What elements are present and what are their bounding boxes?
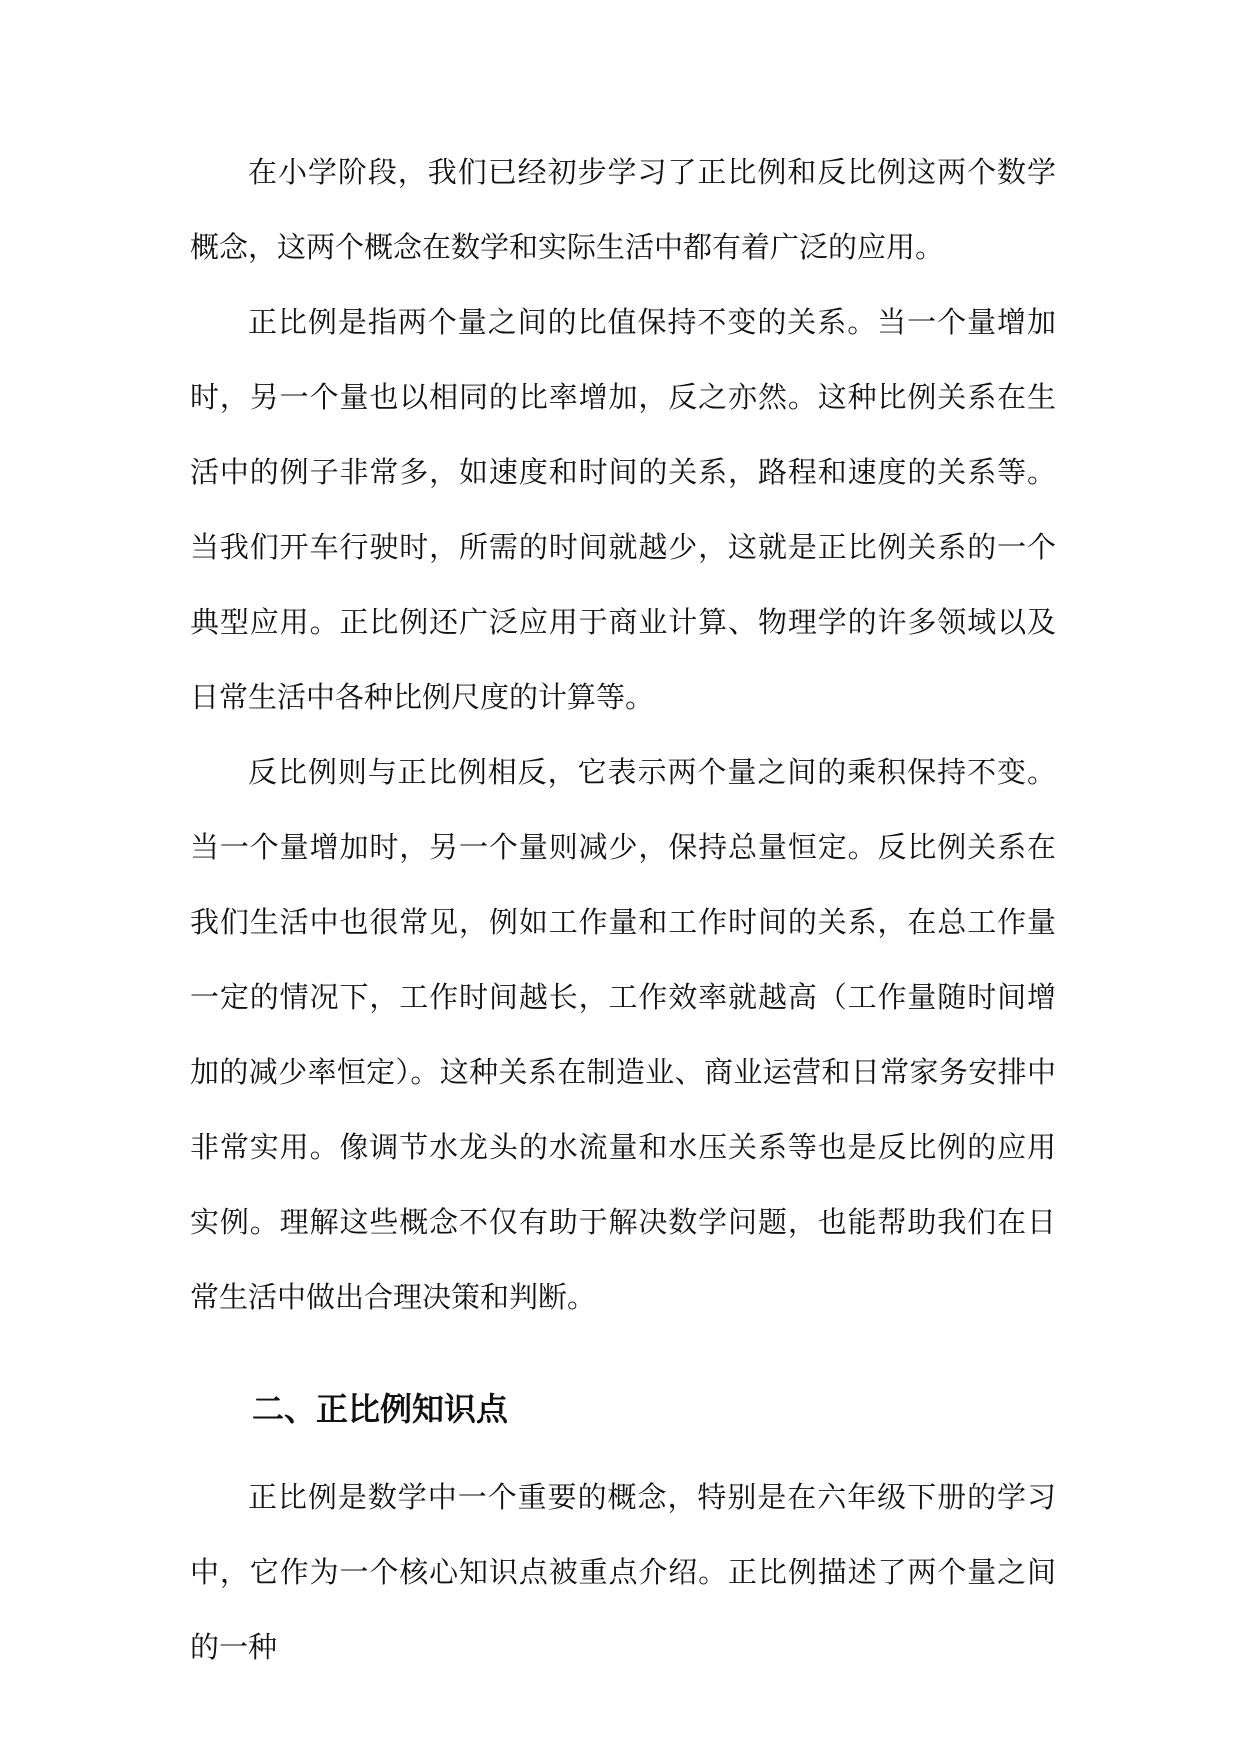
paragraph-section-body: 正比例是数学中一个重要的概念，特别是在六年级下册的学习中，它作为一个核心知识点被重点介绍。正比例描述了两个量之间的一种 xyxy=(190,1480,1056,1664)
intro-text xyxy=(190,135,1056,1335)
paragraph-direct-proportion: 正比例是指两个量之间的比值保持不变的关系。当一个量增加时，另一个量也以相同的比率增加，反之亦然。这种比例关系在生活中的例子非常多，如速度和时间的关系，路程和速度的关系等。当我们开车行驶时，所需的时间就越少，这就是正比例关系的一个典型应用。正比例还广泛应用于商业计算、物理学的许多领域以及日常生活中各种比例尺度的计算等。 xyxy=(190,305,1056,714)
paragraph-inverse-proportion: 反比例则与正比例相反，它表示两个量之间的乘积保持不变。当一个量增加时，另一个量则减少，保持总量恒定。反比例关系在我们生活中也很常见，例如工作量和工作时间的关系，在总工作量一定的情况下，工作时间越长，工作效率就越高（工作量随时间增加的减少率恒定）。这种关系在制造业、商业运营和日常家务安排中非常实用。像调节水龙头的水流量和水压关系等也是反比例的应用实例。理解这些概念不仅有助于解决数学问题，也能帮助我们在日常生活中做出合理决策和判断。 xyxy=(190,755,1056,1314)
section-text xyxy=(190,1460,1056,1685)
paragraph-intro: 在小学阶段，我们已经初步学习了正比例和反比例这两个数学概念，这两个概念在数学和实际生活中都有着广泛的应用。 xyxy=(190,155,1056,264)
section-heading: 二、正比例知识点 xyxy=(252,1390,509,1428)
